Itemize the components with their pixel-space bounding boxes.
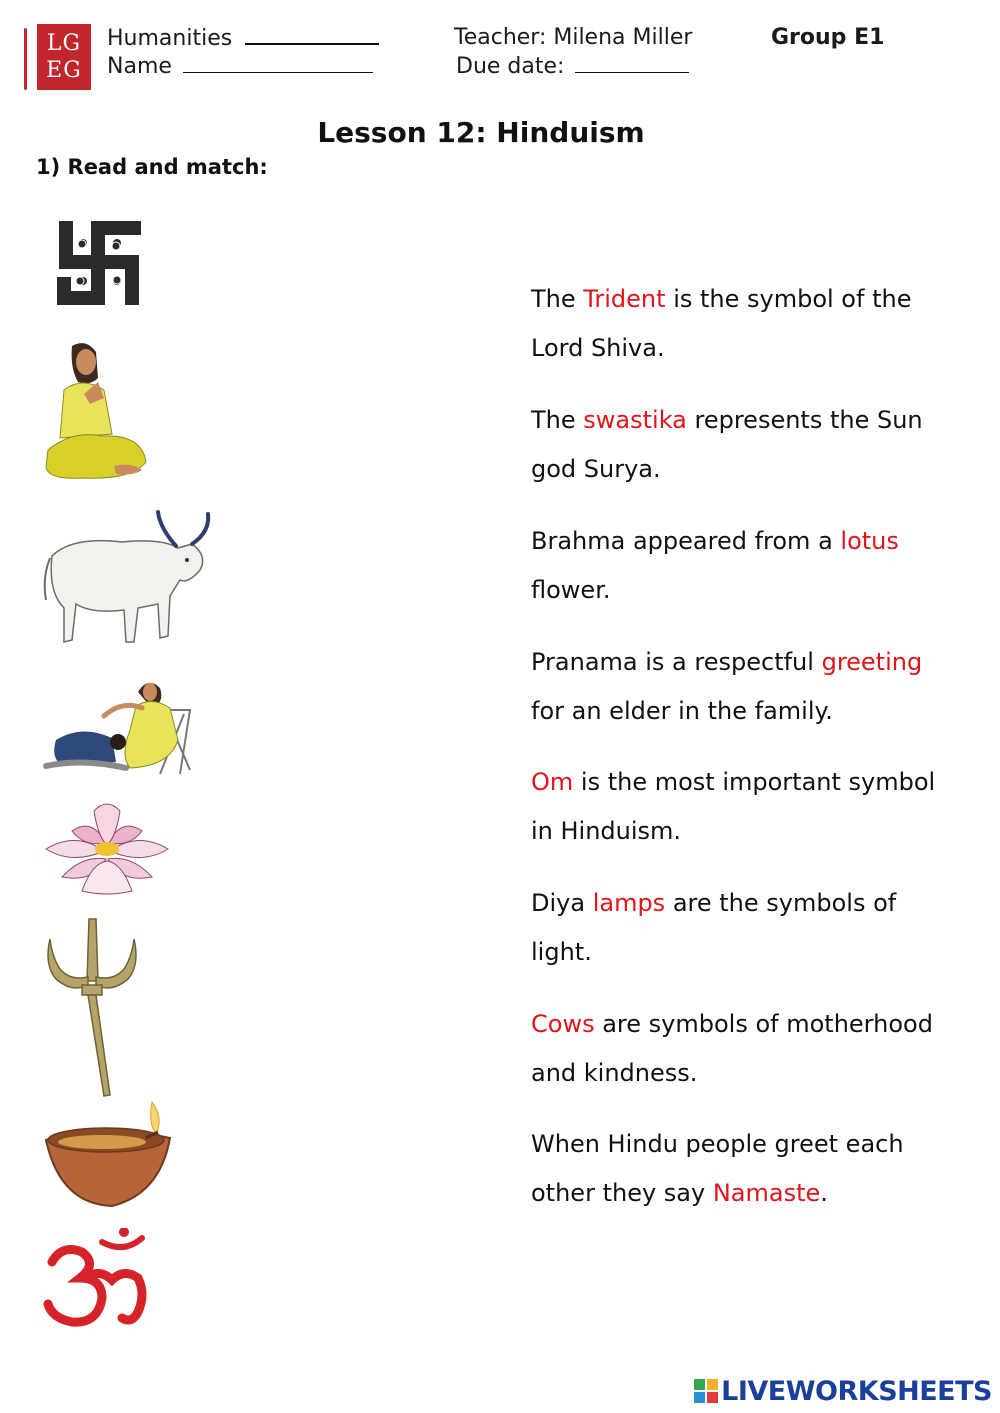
sentence-5: Om is the most important symbol in Hinduism. (531, 768, 936, 845)
group-label: Group E1 (771, 25, 885, 50)
page-title: Lesson 12: Hinduism (317, 116, 645, 149)
keyword: greeting (821, 648, 923, 676)
subject-blank[interactable] (245, 25, 379, 45)
due-date-blank[interactable] (575, 54, 689, 73)
keyword: Om (531, 768, 574, 796)
sentence-1: The Trident is the symbol of the Lord Shiva. (531, 285, 912, 362)
sentence-4: Pranama is a respectful greeting for an elder in the family. (531, 648, 923, 725)
name-blank[interactable] (183, 54, 373, 73)
sentence-7: Cows are symbols of motherhood and kindness. (531, 1010, 933, 1087)
cow-icon[interactable] (42, 508, 214, 650)
sentence-8: When Hindu people greet each other they say Namaste. (531, 1130, 904, 1207)
lotus-flower-icon[interactable] (42, 797, 172, 895)
keyword: lotus (840, 527, 899, 555)
keyword: Namaste (712, 1178, 821, 1207)
school-logo: LG EG (37, 24, 91, 90)
keyword: swastika (583, 406, 687, 434)
liveworksheets-logo-icon (694, 1379, 718, 1403)
liveworksheets-watermark: LIVEWORKSHEETS (694, 1376, 992, 1407)
subject-line (107, 25, 379, 51)
name-line (107, 54, 373, 79)
keyword: lamps (592, 889, 666, 917)
keyword: Trident (583, 285, 666, 313)
pranama-greeting-icon[interactable] (42, 670, 194, 778)
due-date-line (456, 54, 689, 79)
trident-icon[interactable] (42, 915, 142, 1097)
name-label: Name (107, 54, 172, 79)
praying-woman-icon[interactable] (42, 338, 152, 486)
diya-lamp-icon[interactable] (42, 1094, 174, 1210)
logo-accent-bar (24, 28, 27, 90)
swastika-icon[interactable] (53, 217, 145, 309)
sentence-3: Brahma appeared from a lotus flower. (531, 527, 899, 604)
keyword: Cows (531, 1010, 595, 1038)
due-date-label: Due date: (456, 54, 565, 79)
subject-label: Humanities (107, 26, 233, 51)
sentence-6: Diya lamps are the symbols of light. (531, 889, 897, 966)
exercise-instruction: 1) Read and match: (36, 155, 268, 179)
sentence-2: The swastika represents the Sun god Surya. (531, 406, 923, 483)
teacher-name: Teacher: Milena Miller (454, 25, 693, 50)
om-symbol-icon[interactable] (42, 1228, 154, 1332)
